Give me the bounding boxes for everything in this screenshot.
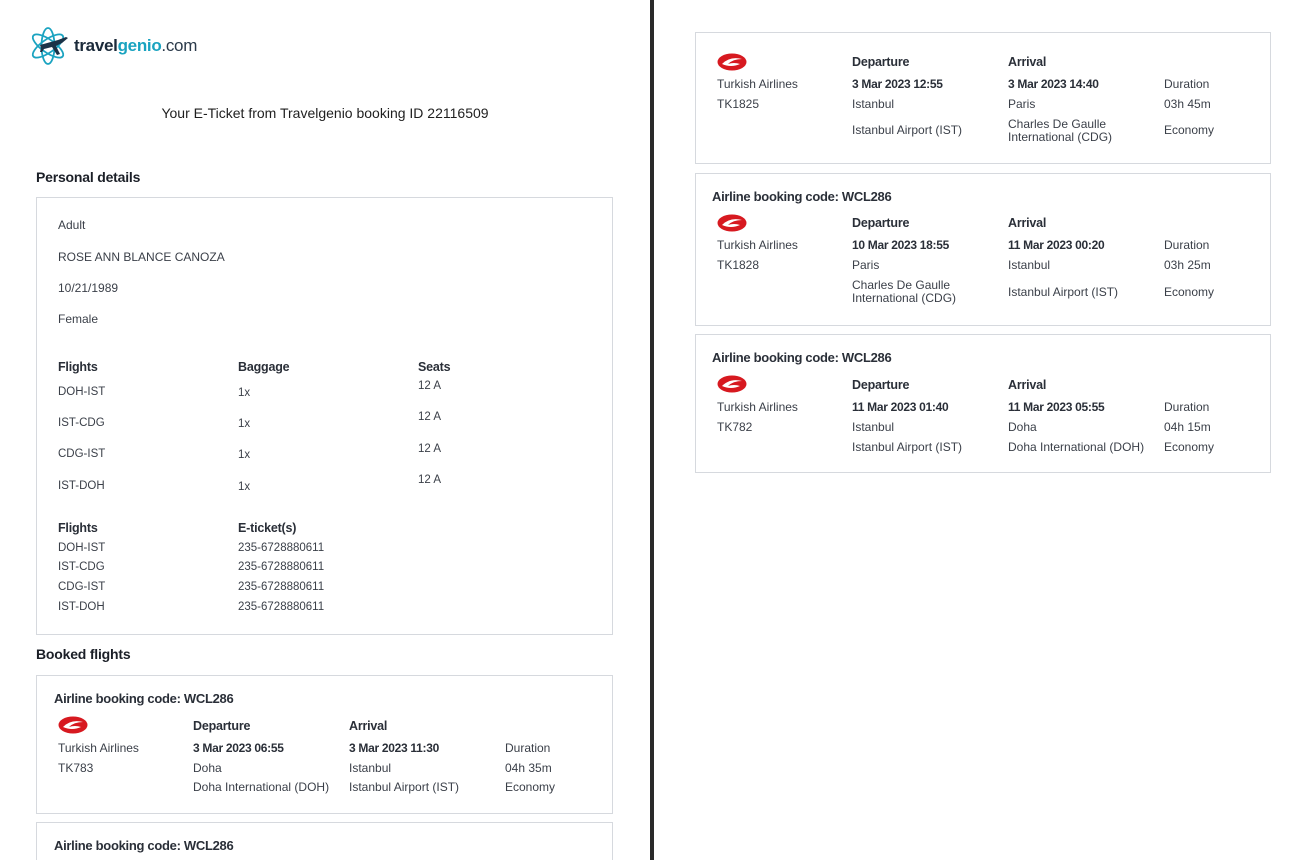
departure-airport-line1: Charles De Gaulle <box>852 278 951 292</box>
departure-time: 3 Mar 2023 06:55 <box>193 741 284 755</box>
baggage-row-seat: 12 A <box>418 411 442 423</box>
baggage-table-header-seats: Seats <box>418 360 451 374</box>
ticket-row-flight: DOH-IST <box>58 542 106 554</box>
flight-duration: 03h 25m <box>1164 258 1211 272</box>
baggage-row-baggage: 1x <box>238 449 251 461</box>
duration-label: Duration <box>1164 238 1210 252</box>
arrival-label: Arrival <box>1008 216 1047 230</box>
cabin-class: Economy <box>505 780 556 794</box>
travelgenio-logo <box>28 24 197 68</box>
flight-duration: 03h 45m <box>1164 97 1211 111</box>
cabin-class: Economy <box>1164 123 1215 137</box>
baggage-row-seat: 12 A <box>418 443 442 455</box>
departure-airport: Doha International (DOH) <box>193 780 330 794</box>
ticket-row-number: 235-6728880611 <box>238 601 325 613</box>
ticket-row-flight: CDG-IST <box>58 581 106 593</box>
airline-name: Turkish Airlines <box>717 77 798 91</box>
baggage-row-baggage: 1x <box>238 418 251 430</box>
airline-booking-code: Airline booking code: WCL286 <box>54 691 234 706</box>
flight-card <box>36 675 613 814</box>
ticket-page-2 <box>654 0 1298 860</box>
airline-name: Turkish Airlines <box>717 400 798 414</box>
flight-card <box>695 334 1271 473</box>
ticket-row-flight: IST-DOH <box>58 601 105 613</box>
baggage-table-header-flights: Flights <box>58 360 98 374</box>
atom-plane-icon <box>28 24 72 68</box>
departure-city: Paris <box>852 258 880 272</box>
arrival-time: 11 Mar 2023 05:55 <box>1008 400 1105 414</box>
brand-tld: .com <box>161 36 198 55</box>
cabin-class: Economy <box>1164 440 1215 454</box>
flight-duration: 04h 35m <box>505 761 552 775</box>
turkish-airlines-logo-icon <box>717 375 747 393</box>
arrival-time: 11 Mar 2023 00:20 <box>1008 238 1105 252</box>
arrival-airport-line2: International (CDG) <box>1008 130 1113 144</box>
document-title: Your E-Ticket from Travelgenio booking ID 22116509 <box>161 105 489 121</box>
departure-label: Departure <box>852 55 910 69</box>
brand-name-part2: genio <box>117 36 162 55</box>
brand-name-part1: travel <box>74 36 118 55</box>
departure-airport-line2: International (CDG) <box>852 291 957 305</box>
flight-duration: 04h 15m <box>1164 420 1211 434</box>
baggage-row-flight: IST-CDG <box>58 417 105 429</box>
departure-city: Istanbul <box>852 420 895 434</box>
ticket-row-number: 235-6728880611 <box>238 542 325 554</box>
departure-time: 11 Mar 2023 01:40 <box>852 400 949 414</box>
departure-time: 10 Mar 2023 18:55 <box>852 238 949 252</box>
passenger-type: Adult <box>58 218 86 232</box>
baggage-row-baggage: 1x <box>238 387 251 399</box>
duration-label: Duration <box>1164 400 1210 414</box>
arrival-time: 3 Mar 2023 11:30 <box>349 741 439 755</box>
arrival-city: Istanbul <box>349 761 392 775</box>
arrival-airport: Istanbul Airport (IST) <box>349 780 460 794</box>
departure-city: Doha <box>193 761 222 775</box>
arrival-airport: Doha International (DOH) <box>1008 440 1145 454</box>
ticket-table-header-eticket: E-ticket(s) <box>238 521 297 535</box>
ticket-row-flight: IST-CDG <box>58 561 105 573</box>
flight-number: TK782 <box>717 420 753 434</box>
flight-card <box>695 173 1271 326</box>
airline-name: Turkish Airlines <box>58 741 139 755</box>
arrival-label: Arrival <box>1008 55 1047 69</box>
duration-label: Duration <box>1164 77 1210 91</box>
departure-label: Departure <box>193 719 251 733</box>
departure-label: Departure <box>852 378 910 392</box>
passenger-dob: 10/21/1989 <box>58 281 119 295</box>
arrival-city: Istanbul <box>1008 258 1051 272</box>
arrival-airport: Istanbul Airport (IST) <box>1008 285 1119 299</box>
flight-number: TK1828 <box>717 258 760 272</box>
airline-booking-code: Airline booking code: WCL286 <box>712 350 892 365</box>
personal-details-heading: Personal details <box>36 169 141 185</box>
arrival-label: Arrival <box>349 719 388 733</box>
departure-airport: Istanbul Airport (IST) <box>852 440 963 454</box>
departure-time: 3 Mar 2023 12:55 <box>852 77 943 91</box>
arrival-airport-line1: Charles De Gaulle <box>1008 117 1107 131</box>
baggage-row-baggage: 1x <box>238 481 251 493</box>
arrival-time: 3 Mar 2023 14:40 <box>1008 77 1099 91</box>
brand-wordmark <box>74 36 197 56</box>
passenger-gender: Female <box>58 312 99 326</box>
baggage-row-seat: 12 A <box>418 380 442 392</box>
departure-city: Istanbul <box>852 97 895 111</box>
ticket-row-number: 235-6728880611 <box>238 581 325 593</box>
airline-booking-code: Airline booking code: WCL286 <box>712 189 892 204</box>
baggage-row-flight: CDG-IST <box>58 448 106 460</box>
passenger-name: ROSE ANN BLANCE CANOZA <box>58 250 225 264</box>
baggage-table-header-baggage: Baggage <box>238 360 290 374</box>
arrival-city: Doha <box>1008 420 1037 434</box>
baggage-row-flight: DOH-IST <box>58 386 106 398</box>
ticket-table-header-flights: Flights <box>58 521 98 535</box>
arrival-city: Paris <box>1008 97 1036 111</box>
duration-label: Duration <box>505 741 551 755</box>
departure-label: Departure <box>852 216 910 230</box>
arrival-label: Arrival <box>1008 378 1047 392</box>
turkish-airlines-logo-icon <box>717 214 747 232</box>
flight-card <box>36 822 613 860</box>
flight-card-continued <box>695 32 1271 164</box>
personal-details-card <box>36 197 613 635</box>
booked-flights-heading: Booked flights <box>36 646 131 662</box>
airline-name: Turkish Airlines <box>717 238 798 252</box>
turkish-airlines-logo-icon <box>717 53 747 71</box>
baggage-row-seat: 12 A <box>418 474 442 486</box>
cabin-class: Economy <box>1164 285 1215 299</box>
departure-airport: Istanbul Airport (IST) <box>852 123 963 137</box>
ticket-row-number: 235-6728880611 <box>238 561 325 573</box>
turkish-airlines-logo-icon <box>58 716 88 734</box>
flight-number: TK1825 <box>717 97 760 111</box>
airline-booking-code: Airline booking code: WCL286 <box>54 838 234 853</box>
flight-number: TK783 <box>58 761 94 775</box>
baggage-row-flight: IST-DOH <box>58 480 105 492</box>
